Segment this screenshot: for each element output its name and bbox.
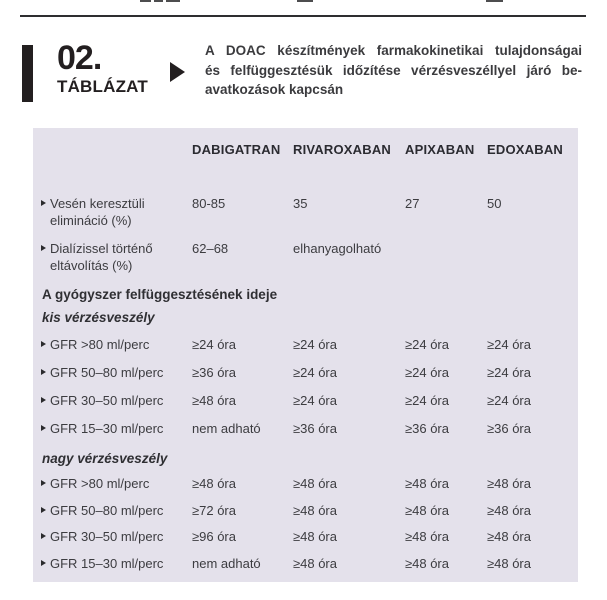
column-header-edoxaban: EDOXABAN: [487, 142, 563, 157]
cell-value: ≥36 óra: [405, 421, 449, 436]
table-row-gfr: [33, 420, 578, 437]
row-label-line: Vesén keresztüli: [50, 196, 145, 211]
column-header-apixaban: APIXABAN: [405, 142, 475, 157]
table-title-line: és felfüggesztésük időzítése vérzésveszéllyel járó be-: [205, 62, 582, 78]
cell-value: ≥24 óra: [192, 337, 236, 352]
row-label-text: GFR >80 ml/perc: [50, 476, 150, 491]
table-row-gfr: [33, 555, 578, 572]
row-label: [33, 195, 192, 229]
table-title: [205, 41, 582, 100]
row-label: [33, 475, 192, 492]
table-row-gfr: [33, 336, 578, 353]
table-row-gfr: [33, 502, 578, 519]
cell-value: ≥48 óra: [405, 503, 449, 518]
bullet-triangle-icon: [41, 397, 46, 403]
bullet-triangle-icon: [41, 507, 46, 513]
cell-value: ≥96 óra: [192, 529, 236, 544]
table-header-row: [33, 141, 578, 158]
row-label: [33, 555, 192, 572]
bullet-triangle-icon: [41, 341, 46, 347]
top-divider-rule: [20, 15, 586, 17]
cell-value: ≥24 óra: [293, 393, 337, 408]
table-number: 02.: [57, 39, 102, 77]
row-label-text: GFR 15–30 ml/perc: [50, 556, 164, 571]
cell-value: ≥24 óra: [487, 337, 531, 352]
bullet-triangle-icon: [41, 560, 46, 566]
table-row-gfr: [33, 392, 578, 409]
caption-left-bar: [22, 45, 33, 102]
bullet-triangle-icon: [41, 533, 46, 539]
row-label: [33, 364, 192, 381]
table-row-renal-elimination: [33, 195, 578, 229]
bullet-triangle-icon: [41, 369, 46, 375]
row-label: [33, 240, 192, 274]
bullet-triangle-icon: [41, 425, 46, 431]
cell-value: ≥48 óra: [405, 556, 449, 571]
cell-value: ≥48 óra: [487, 556, 531, 571]
doac-table: [33, 128, 578, 582]
cell-value: ≥48 óra: [405, 476, 449, 491]
cell-value: 27: [405, 196, 420, 211]
row-label-line: elimináció (%): [50, 213, 132, 228]
column-header-rivaroxaban: RIVAROXABAN: [293, 142, 392, 157]
cell-value: ≥24 óra: [405, 393, 449, 408]
table-row-gfr: [33, 528, 578, 545]
row-label: [33, 502, 192, 519]
bullet-triangle-icon: [41, 200, 46, 206]
row-label: [33, 528, 192, 545]
row-label-text: GFR 30–50 ml/perc: [50, 529, 164, 544]
cell-value: nem adható: [192, 421, 261, 436]
cell-value: ≥24 óra: [293, 365, 337, 380]
row-label: [33, 392, 192, 409]
row-label-text: GFR 50–80 ml/perc: [50, 365, 164, 380]
cell-value: ≥48 óra: [293, 556, 337, 571]
table-title-line: A DOAC készítmények farmakokinetikai tulajdonságai: [205, 43, 582, 58]
cell-value: ≥24 óra: [405, 365, 449, 380]
cell-value: ≥48 óra: [293, 503, 337, 518]
cell-value: 62–68: [192, 241, 229, 256]
row-label-line: eltávolítás (%): [50, 258, 133, 273]
cell-value: ≥36 óra: [192, 365, 236, 380]
caption-arrow-icon: [170, 62, 185, 82]
row-label-text: GFR 15–30 ml/perc: [50, 421, 164, 436]
table-row-gfr: [33, 475, 578, 492]
section-header-suspension-time: A gyógyszer felfüggesztésének ideje: [42, 287, 278, 302]
cell-value: ≥24 óra: [487, 393, 531, 408]
row-label-text: GFR >80 ml/perc: [50, 337, 150, 352]
row-label-text: GFR 30–50 ml/perc: [50, 393, 164, 408]
crop-mark: [140, 0, 151, 2]
crop-mark: [297, 0, 313, 2]
cell-value: ≥36 óra: [487, 421, 531, 436]
cell-value: ≥36 óra: [293, 421, 337, 436]
cell-value: ≥24 óra: [293, 337, 337, 352]
cell-value: ≥48 óra: [405, 529, 449, 544]
table-title-line: avatkozások kapcsán: [205, 82, 344, 97]
cell-value: nem adható: [192, 556, 261, 571]
cell-value: ≥48 óra: [192, 393, 236, 408]
cell-value: 80-85: [192, 196, 226, 211]
row-label: [33, 336, 192, 353]
bullet-triangle-icon: [41, 245, 46, 251]
row-label-text: GFR 50–80 ml/perc: [50, 503, 164, 518]
crop-mark: [154, 0, 163, 2]
cell-value: ≥48 óra: [293, 476, 337, 491]
table-row-dialysis-removal: [33, 240, 578, 274]
subsection-low-bleeding-risk: kis vérzésveszély: [42, 310, 155, 325]
bullet-triangle-icon: [41, 480, 46, 486]
column-header-dabigatran: DABIGATRAN: [192, 142, 281, 157]
cell-value: ≥48 óra: [192, 476, 236, 491]
row-label: [33, 420, 192, 437]
cell-value: 35: [293, 196, 308, 211]
cell-value: elhanyagolható: [293, 241, 382, 256]
cell-value: ≥48 óra: [293, 529, 337, 544]
crop-mark: [166, 0, 180, 2]
table-number-label: TÁBLÁZAT: [57, 77, 148, 96]
cell-value: ≥24 óra: [487, 365, 531, 380]
cell-value: ≥48 óra: [487, 503, 531, 518]
subsection-high-bleeding-risk: nagy vérzésveszély: [42, 451, 168, 466]
cell-value: 50: [487, 196, 502, 211]
cell-value: ≥48 óra: [487, 529, 531, 544]
cell-value: ≥72 óra: [192, 503, 236, 518]
cell-value: ≥48 óra: [487, 476, 531, 491]
table-row-gfr: [33, 364, 578, 381]
crop-mark: [486, 0, 503, 2]
cell-value: ≥24 óra: [405, 337, 449, 352]
row-label-line: Dialízissel történő: [50, 241, 153, 256]
